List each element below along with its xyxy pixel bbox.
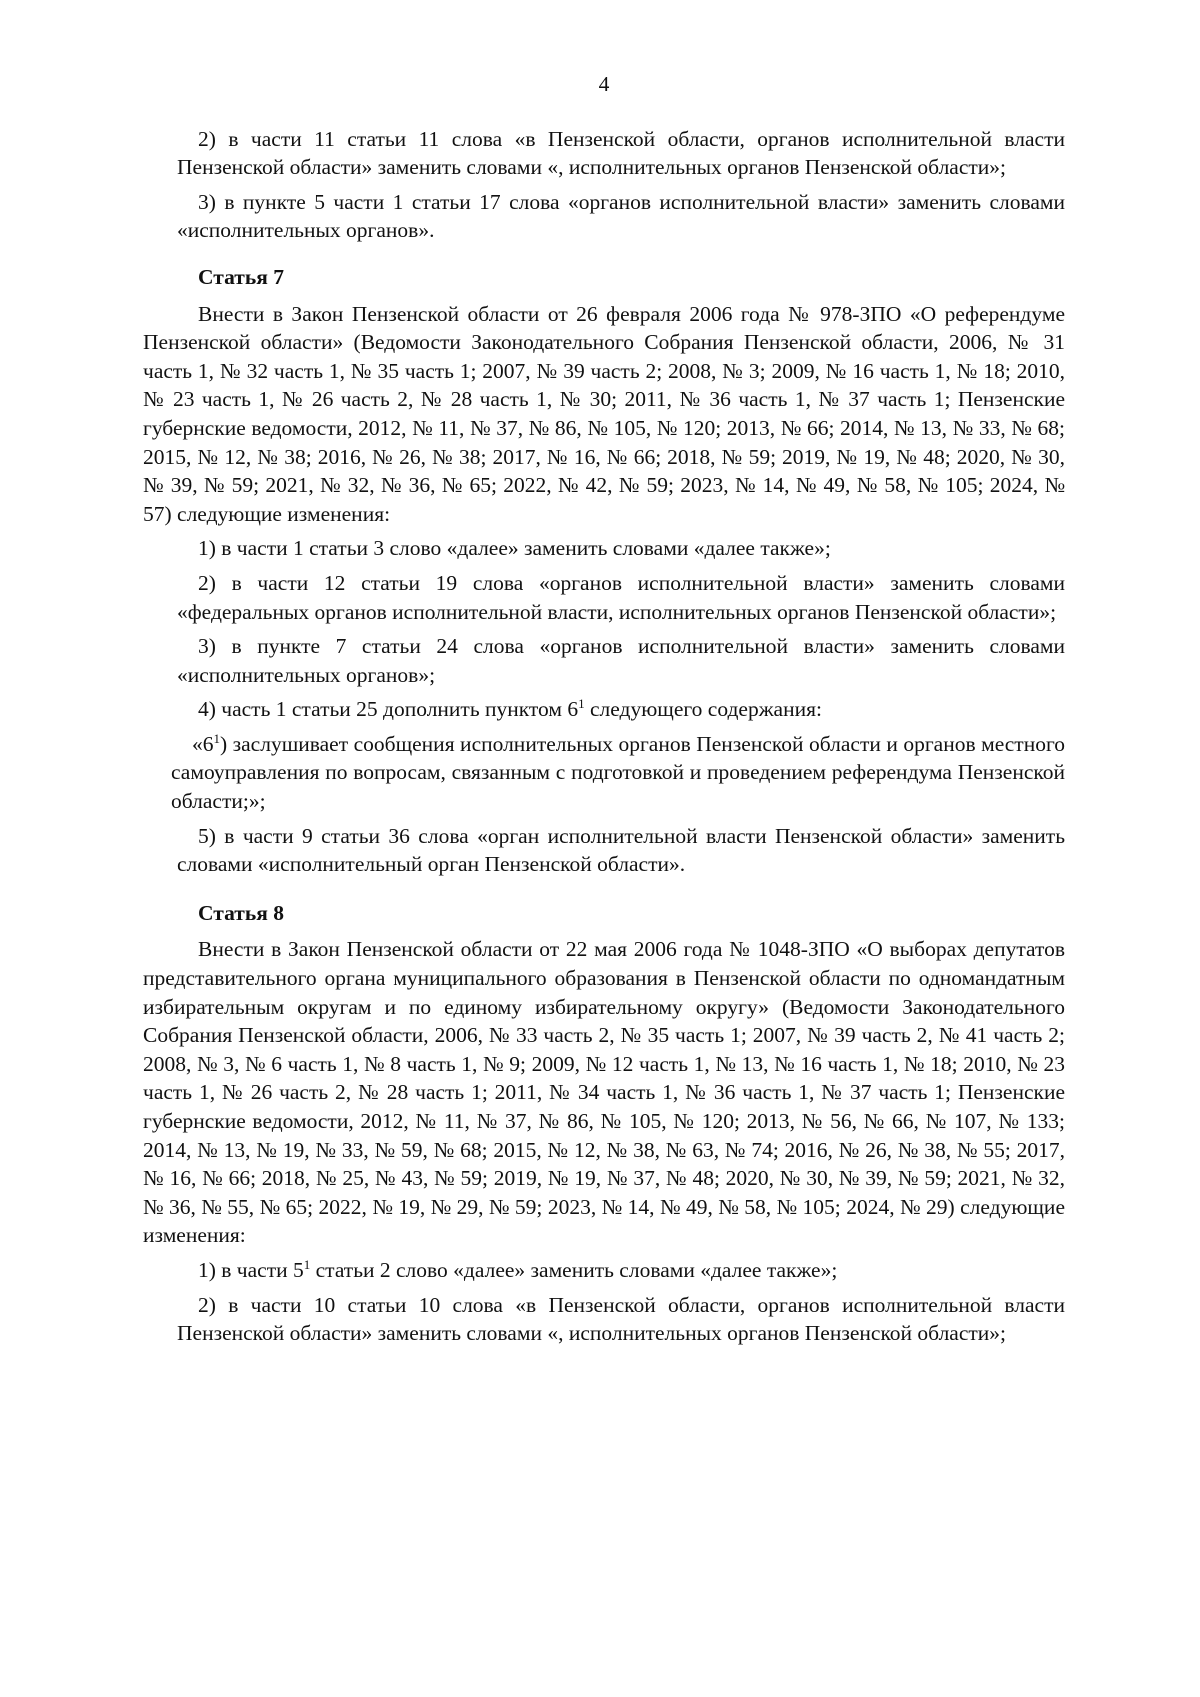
amendment-item: 2) в части 12 статьи 19 слова «органов исполнительной власти» заменить словами «федеральных органов исполнительной власти, исполнительных органов Пензенской области»;	[177, 570, 1065, 624]
article-heading: Статья 7	[198, 264, 284, 289]
superscript: 1	[578, 696, 585, 712]
amendment-item: 5) в части 9 статьи 36 слова «орган исполнительной власти Пензенской области» заменить словами «исполнительный орган Пензенской области».	[177, 823, 1065, 877]
amendment-item: 2) в части 10 статьи 10 слова «в Пензенской области, органов исполнительной власти Пензенской области» заменить словами «, исполнительных органов Пензенской области»;	[177, 1292, 1065, 1346]
document-page	[143, 70, 1065, 1354]
article-intro: Внести в Закон Пензенской области от 26 февраля 2006 года № 978-ЗПО «О референдуме Пензенской области» (Ведомости Законодательного Собрания Пензенской области, 2006, № 31 часть 1, № 32 часть 1, № 35 часть 1; 2007, № 39 часть 2; 2008, № 3; 2009, № 16 часть 1, № 18; 2010, № 23 часть 1, № 26 часть 2, № 28 часть 1, № 30; 2011, № 36 часть 1, № 37 часть 1; Пензенские губернские ведомости, 2012, № 11, № 37, № 86, № 105, № 120; 2013, № 66; 2014, № 13, № 33, № 68; 2015, № 12, № 38; 2016, № 26, № 38; 2017, № 16, № 66; 2018, № 59; 2019, № 19, № 48; 2020, № 30, № 39, № 59; 2021, № 32, № 36, № 65; 2022, № 42, № 59; 2023, № 14, № 49, № 58, № 105; 2024, № 57) следующие изменения:	[143, 301, 1065, 526]
amendment-item: 3) в пункте 7 статьи 24 слова «органов исполнительной власти» заменить словами «исполнительных органов»;	[177, 634, 1065, 687]
quoted-text: «$6^1$) заслушивает сообщения исполнительных органов Пензенской области и органов местного самоуправления по вопросам, связанным с подготовкой и проведением референдума Пензенской области;»;	[171, 730, 1065, 814]
amendment-item: 3) в пункте 5 части 1 статьи 17 слова «органов исполнительной власти» заменить словами «исполнительных органов».	[177, 189, 1065, 243]
amendment-item: 2) в части 11 статьи 11 слова «в Пензенской области, органов исполнительной власти Пензенской области» заменить словами «, исполнительных органов Пензенской области»;	[177, 126, 1065, 180]
amendment-item: 4) часть 1 статьи 25 дополнить пунктом $6^1$ следующего содержания:	[198, 696, 822, 722]
article-heading: Статья 8	[198, 900, 284, 925]
amendment-item: 1) в части $5^1$ статьи 2 слово «далее» заменить словами «далее также»;	[198, 1256, 838, 1282]
page-number: 4	[598, 72, 610, 96]
superscript: 1	[303, 1256, 311, 1272]
article-intro: Внести в Закон Пензенской области от 22 мая 2006 года № 1048-ЗПО «О выборах депутатов представительного органа муниципального образования в Пензенской области по одномандатным избирательным округам и по единому избирательному округу» (Ведомости Законодательного Собрания Пензенской области, 2006, № 33 часть 2, № 35 часть 1; 2007, № 39 часть 2, № 41 часть 2; 2008, № 3, № 6 часть 1, № 8 часть 1, № 9; 2009, № 12 часть 1, № 13, № 16 часть 1, № 18; 2010, № 23 часть 1, № 26 часть 2, № 28 часть 1; 2011, № 34 часть 1, № 36 часть 1, № 37 часть 1; Пензенские губернские ведомости, 2012, № 11, № 37, № 86, № 105, № 120; 2013, № 56, № 66, № 107, № 133; 2014, № 13, № 19, № 33, № 59, № 68; 2015, № 12, № 38, № 63, № 74; 2016, № 26, № 38, № 55; 2017, № 16, № 66; 2018, № 25, № 43, № 59; 2019, № 19, № 37, № 48; 2020, № 30, № 39, № 59; 2021, № 32, № 36, № 55, № 65; 2022, № 19, № 29, № 59; 2023, № 14, № 49, № 58, № 105; 2024, № 29) следующие изменения:	[143, 937, 1065, 1248]
superscript: 1	[213, 730, 220, 746]
amendment-item: 1) в части 1 статьи 3 слово «далее» заменить словами «далее также»;	[198, 536, 831, 561]
